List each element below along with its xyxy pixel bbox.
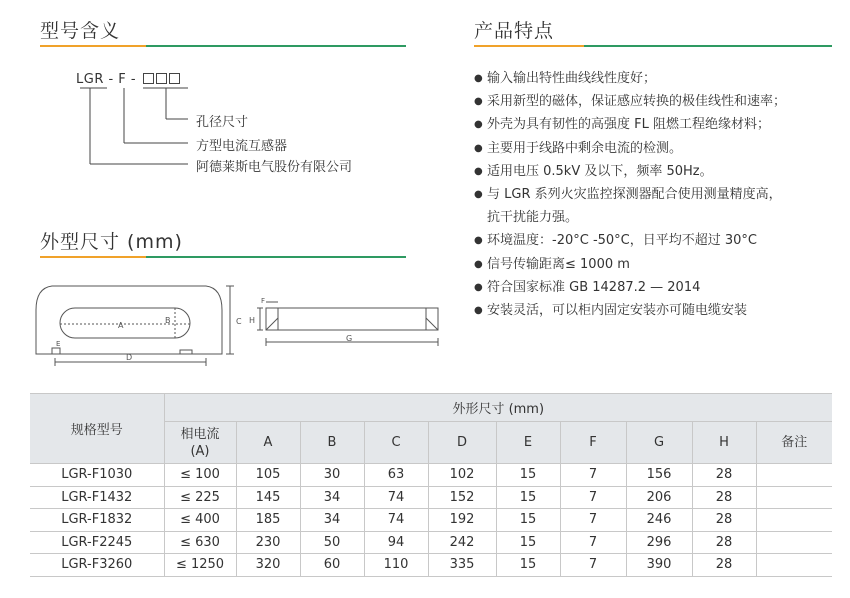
table-cell: 28 [692,554,756,577]
table-cell: 185 [236,509,300,532]
table-cell: 242 [428,531,496,554]
sub-header-cell: D [428,422,496,464]
table-cell: 320 [236,554,300,577]
table-cell: 28 [692,464,756,487]
table-cell: 7 [560,509,626,532]
table-cell: 246 [626,509,692,532]
table-row [30,486,832,509]
table-row [30,554,832,577]
sub-header-cell: E [496,422,560,464]
table-cell: 156 [626,464,692,487]
table-cell: ≤ 225 [164,486,236,509]
table-cell: 192 [428,509,496,532]
table-cell: 7 [560,464,626,487]
dim-label-H: H [249,316,256,325]
table-cell: ≤ 1250 [164,554,236,577]
sub-header-cell: B [300,422,364,464]
table-cell: 94 [364,531,428,554]
table-cell: 230 [236,531,300,554]
table-cell: 50 [300,531,364,554]
model-label-company: 阿德莱斯电气股份有限公司 [196,160,353,175]
table-cell: 152 [428,486,496,509]
section-rule-dimensions [40,256,406,258]
sub-header-cell: G [626,422,692,464]
table-cell: 110 [364,554,428,577]
table-cell [756,464,832,487]
model-label-hole-size: 孔径尺寸 [196,115,249,130]
table-cell: 28 [692,486,756,509]
dim-label-E: E [56,340,61,348]
table-cell: LGR-F3260 [30,554,164,577]
table-row [30,531,832,554]
table-cell: 74 [364,486,428,509]
sub-header-cell: 备注 [756,422,832,464]
feature-item: 抗干扰能力强。 [487,210,579,226]
sub-header-cell: A [236,422,300,464]
table-cell: LGR-F1432 [30,486,164,509]
table-cell: 390 [626,554,692,577]
table-cell: 145 [236,486,300,509]
table-cell: 74 [364,509,428,532]
table-cell [756,486,832,509]
table-cell: 335 [428,554,496,577]
feature-item: ● 安装灵活，可以柜内固定安装亦可随电缆安装 [474,299,844,322]
feature-item: ● 主要用于线路中剩余电流的检测。 [474,137,844,160]
feature-item: ● 采用新型的磁体，保证感应转换的极佳线性和速率； [474,90,844,113]
model-code-text: LGR - F - [76,72,141,87]
table-cell: 34 [300,509,364,532]
table-cell: 15 [496,554,560,577]
table-body [30,464,832,577]
table-cell: 15 [496,509,560,532]
model-label-type: 方型电流互感器 [196,139,288,154]
table-cell: 206 [626,486,692,509]
table-cell: ≤ 100 [164,464,236,487]
table-cell: 7 [560,486,626,509]
dim-label-C: C [236,317,242,326]
table-cell [756,509,832,532]
side-view-drawing [246,294,446,354]
dim-label-D: D [126,353,133,362]
table-cell: 34 [300,486,364,509]
table-cell: 30 [300,464,364,487]
feature-item: ● 信号传输距离≤ 1000 m [474,253,844,276]
sub-header-cell: 相电流 (A) [164,422,236,464]
dim-label-B: B [165,316,171,325]
table-cell: 28 [692,509,756,532]
header-model: 规格型号 [30,394,164,464]
front-view-drawing [30,278,250,373]
table-cell: 63 [364,464,428,487]
table-cell: 7 [560,554,626,577]
feature-item: ● 符合国家标准 GB 14287.2 — 2014 [474,276,844,299]
table-cell: LGR-F1030 [30,464,164,487]
feature-list [474,67,844,322]
spec-table [30,393,832,577]
table-row [30,464,832,487]
table-cell: LGR-F2245 [30,531,164,554]
sub-header-cell: C [364,422,428,464]
table-cell: 296 [626,531,692,554]
table-cell: 15 [496,531,560,554]
feature-item: ● 环境温度：-20°C -50°C，日平均不超过 30°C [474,229,844,252]
table-cell: LGR-F1832 [30,509,164,532]
table-cell: 15 [496,486,560,509]
table-row [30,509,832,532]
dim-label-A: A [118,321,124,330]
header-dimensions-group: 外形尺寸 (mm) [164,394,832,422]
sub-header-cell: F [560,422,626,464]
section-title-model-meaning: 型号含义 [40,20,121,42]
table-cell: ≤ 400 [164,509,236,532]
section-title-dimensions: 外型尺寸 (mm) [40,231,183,253]
feature-item: ● 外壳为具有韧性的高强度 FL 阻燃工程绝缘材料； [474,113,844,136]
table-cell: 105 [236,464,300,487]
table-cell: 15 [496,464,560,487]
feature-item: ● 适用电压 0.5kV 及以下，频率 50Hz。 [474,160,844,183]
table-cell: ≤ 630 [164,531,236,554]
table-cell [756,531,832,554]
table-cell [756,554,832,577]
section-title-features: 产品特点 [474,20,555,42]
feature-item: ● 输入输出特性曲线线性度好； [474,67,844,90]
section-rule-features [474,45,832,47]
feature-item: ● 与 LGR 系列火灾监控探测器配合使用测量精度高， [474,183,844,206]
table-cell: 102 [428,464,496,487]
dim-label-G: G [346,334,353,343]
table-cell: 28 [692,531,756,554]
table-cell: 60 [300,554,364,577]
table-cell: 7 [560,531,626,554]
dim-label-F: F [261,297,266,305]
sub-header-cell: H [692,422,756,464]
